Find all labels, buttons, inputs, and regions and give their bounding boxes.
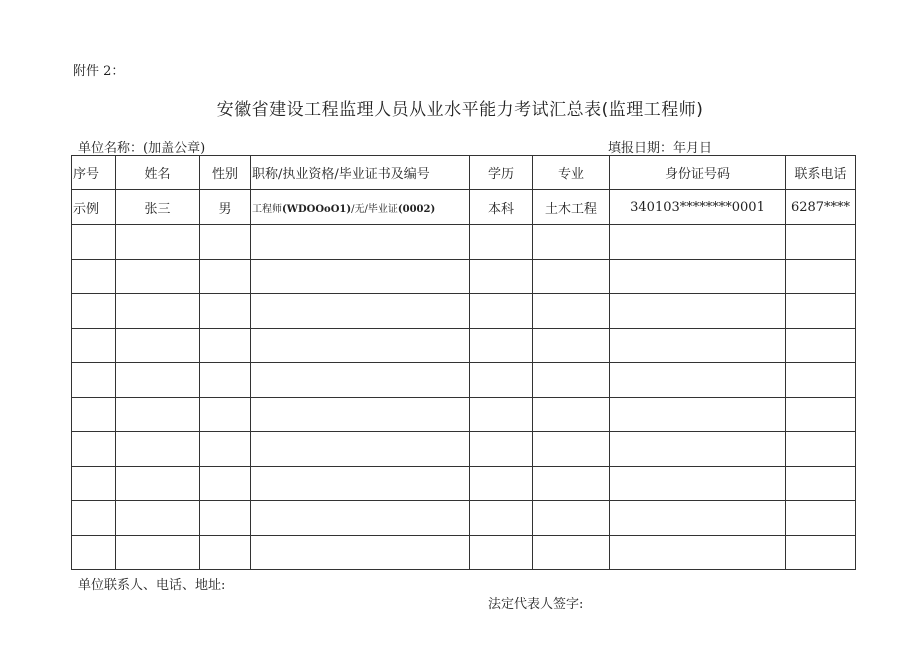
table-cell[interactable] [251, 432, 470, 467]
table-cell[interactable] [610, 363, 786, 398]
table-cell[interactable] [200, 225, 251, 260]
table-cell[interactable] [533, 363, 610, 398]
table-cell[interactable] [470, 397, 533, 432]
table-cell[interactable] [116, 363, 200, 398]
table-cell[interactable] [72, 501, 116, 536]
table-cell[interactable] [470, 363, 533, 398]
table-cell[interactable] [470, 535, 533, 570]
table-cell[interactable] [786, 363, 856, 398]
example-phone: 6287**** [786, 190, 856, 225]
table-cell[interactable] [786, 501, 856, 536]
example-gender: 男 [200, 190, 251, 225]
table-cell[interactable] [251, 501, 470, 536]
table-cell[interactable] [72, 535, 116, 570]
table-cell[interactable] [200, 501, 251, 536]
table-cell[interactable] [786, 328, 856, 363]
table-cell[interactable] [72, 225, 116, 260]
table-cell[interactable] [533, 501, 610, 536]
header-seq: 序号 [72, 156, 116, 190]
table-cell[interactable] [533, 432, 610, 467]
table-cell[interactable] [116, 466, 200, 501]
table-cell[interactable] [251, 225, 470, 260]
header-gender: 性别 [200, 156, 251, 190]
blank-rows [72, 225, 856, 570]
table-cell[interactable] [786, 432, 856, 467]
table-cell[interactable] [200, 466, 251, 501]
table-cell[interactable] [786, 397, 856, 432]
table-cell[interactable] [533, 466, 610, 501]
table-cell[interactable] [72, 466, 116, 501]
table-cell[interactable] [251, 328, 470, 363]
table-cell[interactable] [533, 535, 610, 570]
table-row [72, 328, 856, 363]
header-certificate: 职称/执业资格/毕业证书及编号 [251, 156, 470, 190]
cert-mid: /无/毕业证 [351, 203, 398, 215]
table-cell[interactable] [116, 328, 200, 363]
table-cell[interactable] [200, 363, 251, 398]
table-row [72, 259, 856, 294]
table-cell[interactable] [533, 294, 610, 329]
header-education: 学历 [470, 156, 533, 190]
table-cell[interactable] [72, 259, 116, 294]
table-row [72, 501, 856, 536]
table-row [72, 466, 856, 501]
header-row [72, 156, 856, 190]
example-id-number: 340103********0001 [610, 190, 786, 225]
table-row [72, 225, 856, 260]
table-cell[interactable] [610, 466, 786, 501]
table-cell[interactable] [470, 328, 533, 363]
table-cell[interactable] [200, 259, 251, 294]
table-cell[interactable] [610, 432, 786, 467]
table-cell[interactable] [116, 397, 200, 432]
table-cell[interactable] [116, 294, 200, 329]
page-title: 安徽省建设工程监理人员从业水平能力考试汇总表(监理工程师) [216, 100, 704, 120]
table-cell[interactable] [610, 501, 786, 536]
table-row [72, 397, 856, 432]
fill-date-label: 填报日期：年月日 [608, 141, 713, 156]
table-row [72, 432, 856, 467]
table-row [72, 363, 856, 398]
table-cell[interactable] [200, 535, 251, 570]
table-cell[interactable] [116, 225, 200, 260]
table-cell[interactable] [470, 225, 533, 260]
table-cell[interactable] [251, 535, 470, 570]
header-major: 专业 [533, 156, 610, 190]
summary-table [71, 155, 856, 570]
example-seq: 示例 [72, 190, 116, 225]
table-row [72, 294, 856, 329]
table-cell[interactable] [251, 363, 470, 398]
table-cell[interactable] [251, 294, 470, 329]
table-cell[interactable] [610, 259, 786, 294]
table-cell[interactable] [786, 294, 856, 329]
example-certificate [251, 190, 470, 225]
table-cell[interactable] [533, 225, 610, 260]
table-cell[interactable] [610, 535, 786, 570]
table-cell[interactable] [200, 397, 251, 432]
table-cell[interactable] [116, 501, 200, 536]
table-cell[interactable] [470, 259, 533, 294]
table-cell[interactable] [786, 225, 856, 260]
example-name: 张三 [116, 190, 200, 225]
table-cell[interactable] [72, 328, 116, 363]
cert-code-1: (WDOOoO1) [282, 203, 352, 215]
table-cell[interactable] [533, 259, 610, 294]
table-cell[interactable] [470, 501, 533, 536]
table-cell[interactable] [72, 432, 116, 467]
table-cell[interactable] [200, 432, 251, 467]
table-cell[interactable] [470, 294, 533, 329]
table-row [72, 535, 856, 570]
table-cell[interactable] [116, 432, 200, 467]
header-phone: 联系电话 [786, 156, 856, 190]
table-cell[interactable] [786, 535, 856, 570]
table-cell[interactable] [610, 294, 786, 329]
table-cell[interactable] [200, 328, 251, 363]
table-cell[interactable] [116, 259, 200, 294]
table-cell[interactable] [251, 259, 470, 294]
legal-rep-signature-label: 法定代表人签字: [488, 597, 584, 612]
example-education: 本科 [470, 190, 533, 225]
table-cell[interactable] [786, 466, 856, 501]
cert-code-2: (0002) [397, 203, 436, 215]
table-cell[interactable] [251, 397, 470, 432]
example-row [72, 190, 856, 225]
table-cell[interactable] [72, 397, 116, 432]
table-cell[interactable] [116, 535, 200, 570]
table-cell[interactable] [786, 259, 856, 294]
header-id-number: 身份证号码 [610, 156, 786, 190]
table-cell[interactable] [610, 397, 786, 432]
table-cell[interactable] [72, 294, 116, 329]
contact-label: 单位联系人、电话、地址: [78, 578, 226, 593]
example-major: 土木工程 [533, 190, 610, 225]
table-cell[interactable] [610, 328, 786, 363]
unit-name-label: 单位名称：(加盖公章) [78, 141, 206, 156]
cert-prefix: 工程师 [252, 203, 282, 215]
header-name: 姓名 [116, 156, 200, 190]
table-cell[interactable] [251, 466, 470, 501]
table-cell[interactable] [470, 432, 533, 467]
table-cell[interactable] [470, 466, 533, 501]
table-cell[interactable] [200, 294, 251, 329]
table-cell[interactable] [533, 397, 610, 432]
table-cell[interactable] [72, 363, 116, 398]
table-cell[interactable] [610, 225, 786, 260]
attachment-label: 附件 2： [73, 64, 125, 79]
table-cell[interactable] [533, 328, 610, 363]
